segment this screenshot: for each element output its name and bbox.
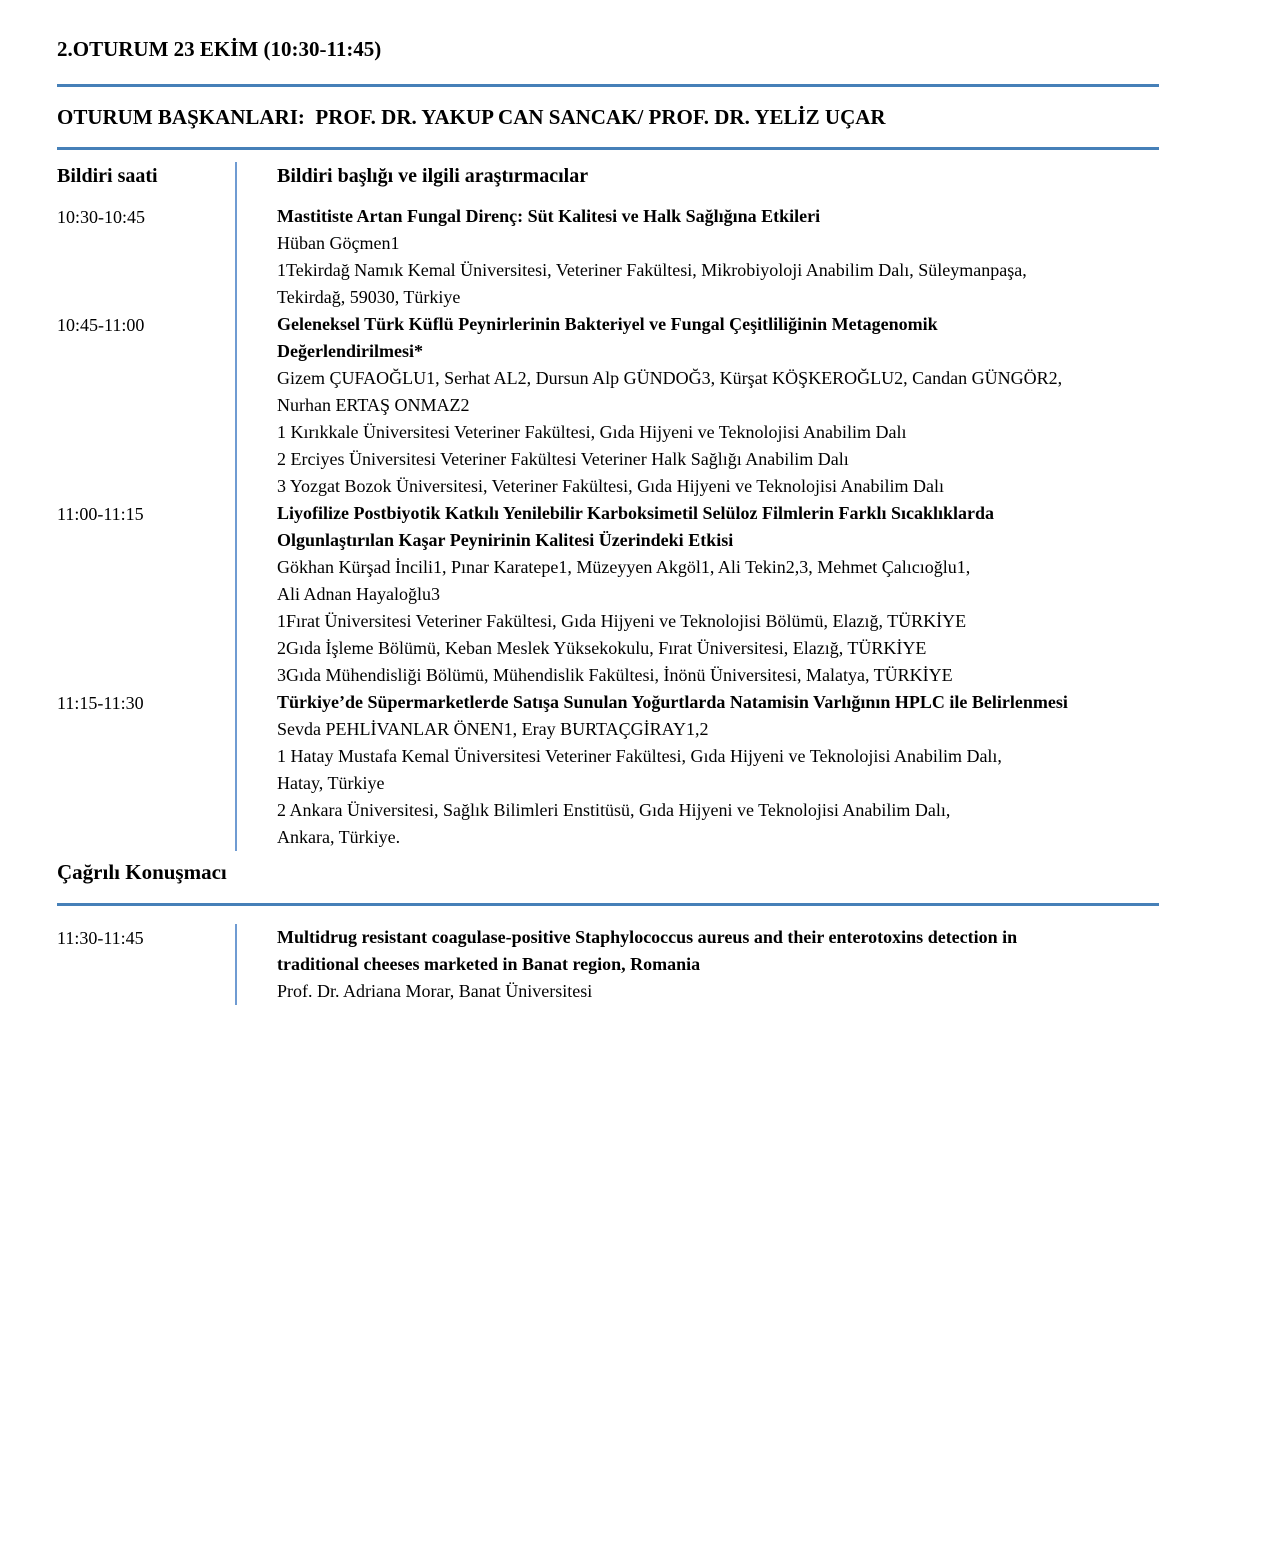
column-header-content: Bildiri başlığı ve ilgili araştırmacılar: [235, 162, 1205, 203]
horizontal-rule-top: [57, 84, 1159, 87]
talk-detail-line: 1Tekirdağ Namık Kemal Üniversitesi, Veteriner Fakültesi, Mikrobiyoloji Anabilim Dalı, Süleymanpaşa,: [277, 260, 1027, 280]
horizontal-rule-chairs: [57, 147, 1159, 150]
talk-entry: [235, 203, 1205, 311]
talk-title-line: traditional cheeses marketed in Banat region, Romania: [277, 954, 701, 974]
talk-detail-line: 1 Hatay Mustafa Kemal Üniversitesi Veteriner Fakültesi, Gıda Hijyeni ve Teknolojisi Anabilim Dalı,: [277, 746, 1002, 766]
talk-time: 11:00-11:15: [57, 504, 144, 524]
talk-detail-line: 3Gıda Mühendisliği Bölümü, Mühendislik Fakültesi, İnönü Üniversitesi, Malatya, TÜRKİYE: [277, 665, 953, 685]
talk-entry: [235, 924, 1205, 1005]
talk-title-line: Değerlendirilmesi*: [277, 341, 423, 361]
session-heading: 2.OTURUM 23 EKİM (10:30-11:45): [57, 37, 382, 61]
talk-detail-line: Hatay, Türkiye: [277, 773, 385, 793]
session-table: [57, 162, 1205, 851]
talk-detail-line: 1 Kırıkkale Üniversitesi Veteriner Fakültesi, Gıda Hijyeni ve Teknolojisi Anabilim Dalı: [277, 422, 907, 442]
session-chairs: OTURUM BAŞKANLARI: PROF. DR. YAKUP CAN SANCAK/ PROF. DR. YELİZ UÇAR: [57, 105, 886, 129]
talk-time: 11:15-11:30: [57, 693, 144, 713]
talk-detail-line: 1Fırat Üniversitesi Veteriner Fakültesi, Gıda Hijyeni ve Teknolojisi Bölümü, Elazığ, TÜRKİYE: [277, 611, 967, 631]
talk-detail-line: 2Gıda İşleme Bölümü, Keban Meslek Yüksekokulu, Fırat Üniversitesi, Elazığ, TÜRKİYE: [277, 638, 927, 658]
horizontal-rule-invited: [57, 903, 1159, 906]
talk-detail-line: 3 Yozgat Bozok Üniversitesi, Veteriner Fakültesi, Gıda Hijyeni ve Teknolojisi Anabilim Dalı: [277, 476, 944, 496]
talk-detail-line: Prof. Dr. Adriana Morar, Banat Üniversitesi: [277, 981, 593, 1001]
talk-detail-line: 2 Ankara Üniversitesi, Sağlık Bilimleri Enstitüsü, Gıda Hijyeni ve Teknolojisi Anabilim Dalı,: [277, 800, 951, 820]
talk-detail-line: Gökhan Kürşad İncili1, Pınar Karatepe1, Müzeyyen Akgöl1, Ali Tekin2,3, Mehmet Çalıcıoğlu1,: [277, 557, 971, 577]
talk-entry: [235, 311, 1205, 500]
talk-detail-line: Nurhan ERTAŞ ONMAZ2: [277, 395, 470, 415]
talk-title-line: Olgunlaştırılan Kaşar Peynirinin Kalitesi Üzerindeki Etkisi: [277, 530, 734, 550]
talk-detail-line: Ankara, Türkiye.: [277, 827, 401, 847]
talk-entry: [235, 689, 1205, 851]
invited-speaker-heading: Çağrılı Konuşmacı: [57, 860, 227, 884]
talk-title-line: Multidrug resistant coagulase-positive Staphylococcus aureus and their enterotoxins detection in: [277, 927, 1018, 947]
column-header-time: Bildiri saati: [57, 165, 158, 187]
invited-speaker-table: [57, 924, 1205, 1005]
talk-entry: [235, 500, 1205, 689]
talk-time: 10:45-11:00: [57, 315, 145, 335]
talk-title-line: Türkiye’de Süpermarketlerde Satışa Sunulan Yoğurtlarda Natamisin Varlığının HPLC ile Belirlenmesi: [277, 692, 1068, 712]
talk-detail-line: Sevda PEHLİVANLAR ÖNEN1, Eray BURTAÇGİRAY1,2: [277, 719, 709, 739]
talk-detail-line: Ali Adnan Hayaloğlu3: [277, 584, 440, 604]
talk-title-line: Liyofilize Postbiyotik Katkılı Yenilebilir Karboksimetil Selüloz Filmlerin Farklı Sıcaklıklarda: [277, 503, 995, 523]
talk-time: 11:30-11:45: [57, 928, 144, 948]
talk-time: 10:30-10:45: [57, 207, 145, 227]
talk-title-line: Geleneksel Türk Küflü Peynirlerinin Bakteriyel ve Fungal Çeşitliliğinin Metagenomik: [277, 314, 938, 334]
talk-title-line: Mastitiste Artan Fungal Direnç: Süt Kalitesi ve Halk Sağlığına Etkileri: [277, 206, 821, 226]
talk-detail-line: Tekirdağ, 59030, Türkiye: [277, 287, 461, 307]
talk-detail-line: Hüban Göçmen1: [277, 233, 400, 253]
talk-detail-line: 2 Erciyes Üniversitesi Veteriner Fakültesi Veteriner Halk Sağlığı Anabilim Dalı: [277, 449, 849, 469]
talk-detail-line: Gizem ÇUFAOĞLU1, Serhat AL2, Dursun Alp GÜNDOĞ3, Kürşat KÖŞKEROĞLU2, Candan GÜNGÖR2,: [277, 368, 1063, 388]
